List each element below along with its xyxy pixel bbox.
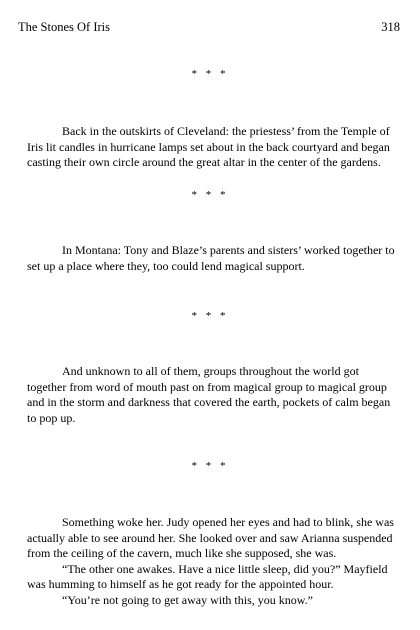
section-separator: * * * <box>191 460 229 472</box>
section-separator: * * * <box>191 189 229 201</box>
paragraph-text: “You’re not going to get away with this, you know.” <box>62 592 313 607</box>
paragraph-montana <box>27 243 395 274</box>
paragraph-text: Back in the outskirts of Cleveland: the priestess’ from the Temple of Iris lit candles in hurricane lamps set about in the back courtyard and began casting their own circle around the great altar in the center of the gardens. <box>27 124 390 169</box>
paragraph-world <box>27 364 395 426</box>
page-number: 318 <box>381 20 400 34</box>
paragraph-text: Something woke her. Judy opened her eyes and had to blink, she was actually able to see around her. She looked over and saw Arianna suspended from the ceiling of the cavern, much like she supposed, she was. <box>27 515 394 560</box>
book-title: The Stones Of Iris <box>18 20 110 34</box>
paragraph-text: “The other one awakes. Have a nice little sleep, did you?” Mayfield was humming to himself as he got ready for the appointed hour. <box>27 561 388 591</box>
paragraph-cleveland <box>27 124 395 171</box>
running-header <box>18 20 400 35</box>
paragraph-group-cavern <box>27 515 395 608</box>
section-separator: * * * <box>191 68 229 80</box>
section-separator: * * * <box>191 310 229 322</box>
paragraph-text: And unknown to all of them, groups throughout the world got together from word of mouth past on from magical group to magical group and in the storm and darkness that covered the earth, pockets of calm began to pop up. <box>27 364 391 425</box>
paragraph-text: In Montana: Tony and Blaze’s parents and sisters’ worked together to set up a place where they, too could lend magical support. <box>27 243 395 273</box>
